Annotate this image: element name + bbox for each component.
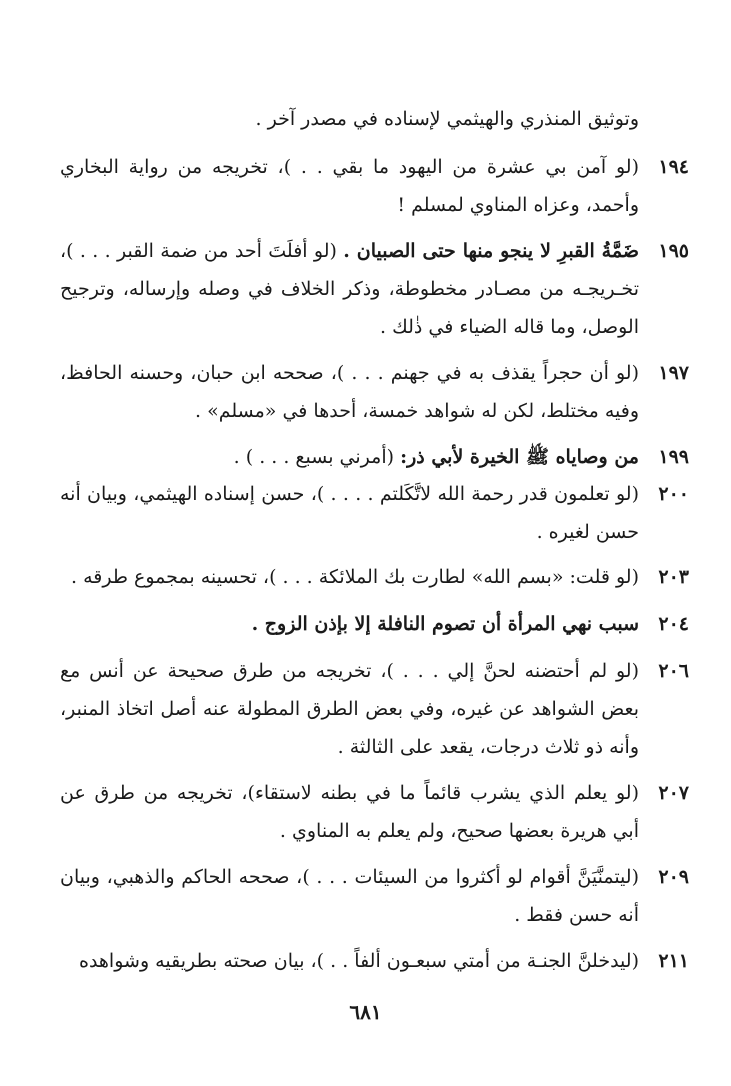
- entry-text: [60, 774, 639, 850]
- index-entry-195: [60, 232, 689, 346]
- entry-text: [60, 605, 639, 643]
- entry-number: ١٩٩: [658, 446, 689, 468]
- entry-body: (لو أن حجراً يقذف به في جهنم . . . )، صححه ابن حبان، وحسنه الحافظ، وفيه مختلط، لكن له شواهد خمسة، أحدها في «مسلم» .: [60, 362, 639, 422]
- entry-heading: سبب نهي المرأة أن تصوم النافلة إلا بإذن الزوج .: [251, 613, 639, 635]
- entry-number: ١٩٥: [658, 240, 689, 262]
- entry-number: ٢١١: [658, 950, 689, 972]
- entry-text: [60, 858, 639, 934]
- index-entry-199: [60, 438, 689, 476]
- entry-body: (أمرني بسبع . . . ) .: [233, 446, 401, 468]
- entry-text: [60, 438, 639, 476]
- entry-text: [60, 558, 639, 596]
- page-number: ٦٨١: [349, 1000, 382, 1024]
- entry-body: (لو تعلمون قدر رحمة الله لاتَّكَلتم . . . . )، حسن إسناده الهيثمي، وبيان أنه حسن لغيره .: [60, 483, 639, 543]
- index-entry-209: [60, 858, 689, 934]
- entry-text: [60, 354, 639, 430]
- index-entry-194: [60, 148, 689, 224]
- entry-text: [60, 148, 639, 224]
- entry-text: [60, 232, 639, 346]
- entry-number: ٢٠٤: [658, 613, 689, 635]
- entry-body: (ليدخلنَّ الجنـة من أمتي سبعـون ألفاً . . )، بيان صحته بطريقيه وشواهده: [78, 950, 639, 972]
- entry-number: ٢٠٣: [658, 566, 689, 588]
- index-entry-203: [60, 558, 689, 596]
- entry-number: ١٩٤: [658, 156, 689, 178]
- entry-text: [60, 942, 639, 980]
- index-entry-197: [60, 354, 689, 430]
- entry-number: ٢٠٠: [658, 483, 689, 505]
- entry-body: (ليتمنَّيَنَّ أقوام لو أكثروا من السيئات . . . )، صححه الحاكم والذهبي، وبيان أنه حسن فقط .: [60, 866, 639, 926]
- entry-body: (لو أفلَتَ أحد من ضمة القبر . . . )، تخـريجـه من مصـادر مخطوطة، وذكر الخلاف في وصله وإرساله، وترجيح الوصل، وما قاله الضياء في ذٰلك .: [60, 240, 639, 338]
- continuation-line: وتوثيق المنذري والهيثمي لإسناده في مصدر آخر .: [255, 108, 639, 130]
- entry-text: [60, 475, 639, 551]
- entry-body: (لو لم أحتضنه لحنَّ إلي . . . )، تخريجه من طرق صحيحة عن أنس مع بعض الشواهد عن غيره، وفي بعض الطرق المطولة عنه أصل اتخاذ المنبر، وأنه ذو ثلاث درجات، يقعد على الثالثة .: [60, 660, 639, 758]
- entry-body: (لو آمن بي عشرة من اليهود ما بقي . . )، تخريجه من رواية البخاري وأحمد، وعزاه المناوي لمسلم !: [60, 156, 639, 216]
- index-entry-200: [60, 475, 689, 551]
- index-entry-204: [60, 605, 689, 643]
- entry-number: ١٩٧: [658, 362, 689, 384]
- entry-body: (لو يعلم الذي يشرب قائماً ما في بطنه لاستقاء)، تخريجه من طرق عن أبي هريرة بعضها صحيح، ولم يعلم به المناوي .: [60, 782, 639, 842]
- entry-number: ٢٠٧: [658, 782, 689, 804]
- index-entry-206: [60, 652, 689, 766]
- index-entry-211: [60, 942, 689, 980]
- entry-number: ٢٠٦: [658, 660, 689, 682]
- entry-text: [60, 652, 639, 766]
- entry-heading: من وصاياه ﷺ الخيرة لأبي ذر:: [400, 446, 639, 468]
- entry-number: ٢٠٩: [658, 866, 689, 888]
- entry-heading: ضَمَّةُ القبرِ لا ينجو منها حتى الصبيان .: [343, 240, 639, 262]
- index-entry-207: [60, 774, 689, 850]
- entry-body: (لو قلت: «بسم الله» لطارت بك الملائكة . . . )، تحسينه بمجموع طرقه .: [71, 566, 639, 588]
